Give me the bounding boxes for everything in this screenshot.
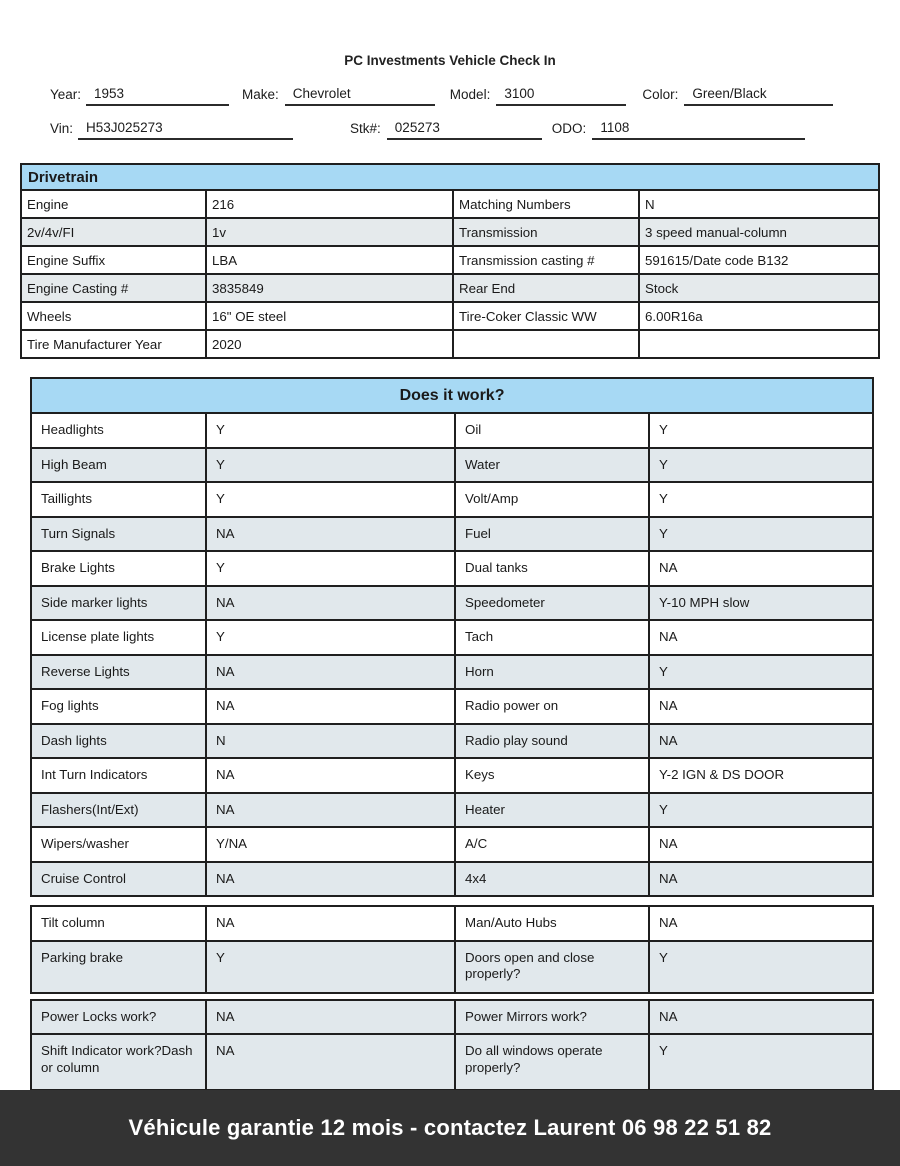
item-label-cell: Do all windows operate properly? [455,1034,649,1090]
item-value-cell: N [206,724,455,759]
odo-value: 1108 [592,120,805,140]
item-label-cell: Dash lights [31,724,206,759]
drivetrain-value-cell: 16" OE steel [206,302,453,330]
item-label-cell: A/C [455,827,649,862]
color-label: Color: [642,87,679,102]
table-row [31,551,873,586]
table-row [31,941,873,993]
item-label-cell: Wipers/washer [31,827,206,862]
table-row [31,448,873,483]
table-row [31,689,873,724]
item-label-cell: Reverse Lights [31,655,206,690]
item-value-cell: NA [206,689,455,724]
item-label-cell: Tach [455,620,649,655]
drivetrain-label-cell: Tire Manufacturer Year [21,330,206,358]
table-row [31,827,873,862]
year-label: Year: [50,87,82,102]
item-label-cell: Man/Auto Hubs [455,906,649,941]
table-row [31,413,873,448]
item-value-cell: NA [206,906,455,941]
item-label-cell: Radio power on [455,689,649,724]
item-label-cell: Oil [455,413,649,448]
field-year [50,86,229,106]
field-vin [50,120,293,140]
item-label-cell: License plate lights [31,620,206,655]
item-value-cell: NA [649,906,873,941]
table-row [21,274,879,302]
item-value-cell: NA [206,862,455,897]
item-label-cell: 4x4 [455,862,649,897]
item-label-cell: Doors open and close properly? [455,941,649,993]
drivetrain-table [20,163,880,359]
item-label-cell: Taillights [31,482,206,517]
header-fields-row-1 [50,86,853,106]
item-value-cell: NA [649,827,873,862]
item-label-cell: Volt/Amp [455,482,649,517]
drivetrain-label-cell: Transmission casting # [453,246,639,274]
item-label-cell: Int Turn Indicators [31,758,206,793]
item-label-cell: Radio play sound [455,724,649,759]
table-row [21,246,879,274]
item-label-cell: Power Locks work? [31,1000,206,1035]
does-it-work-section-title: Does it work? [31,378,873,413]
page-title: PC Investments Vehicle Check In [344,53,556,68]
vin-value: H53J025273 [78,120,293,140]
item-label-cell: Heater [455,793,649,828]
stk-value: 025273 [387,120,542,140]
table-row [31,724,873,759]
does-it-work-table-part-2 [30,905,874,994]
item-value-cell: NA [649,724,873,759]
item-label-cell: Horn [455,655,649,690]
item-value-cell: Y [649,413,873,448]
item-value-cell: Y/NA [206,827,455,862]
item-value-cell: Y [649,448,873,483]
table-row [31,620,873,655]
item-value-cell: NA [649,689,873,724]
table-row [21,330,879,358]
item-value-cell: NA [206,586,455,621]
does-it-work-table-part-1 [30,377,874,897]
table-row [31,1000,873,1035]
drivetrain-label-cell: Engine Suffix [21,246,206,274]
color-value: Green/Black [684,86,833,106]
table-row [31,793,873,828]
table-row [31,758,873,793]
field-make [242,86,435,106]
drivetrain-value-cell: 1v [206,218,453,246]
drivetrain-value-cell: 3 speed manual-column [639,218,879,246]
item-value-cell: Y [206,482,455,517]
drivetrain-value-cell: LBA [206,246,453,274]
table-row [21,190,879,218]
drivetrain-label-cell [453,330,639,358]
model-label: Model: [449,87,491,102]
item-value-cell: Y [206,551,455,586]
item-value-cell: Y-2 IGN & DS DOOR [649,758,873,793]
drivetrain-label-cell: Tire-Coker Classic WW [453,302,639,330]
drivetrain-value-cell: 591615/Date code B132 [639,246,879,274]
table-row [21,302,879,330]
item-value-cell: NA [649,620,873,655]
drivetrain-value-cell: 216 [206,190,453,218]
item-label-cell: Speedometer [455,586,649,621]
odo-label: ODO: [551,121,587,136]
item-value-cell: Y [649,793,873,828]
table-row [31,517,873,552]
drivetrain-value-cell: 3835849 [206,274,453,302]
drivetrain-header-row [21,164,879,190]
field-odo [552,120,806,140]
item-label-cell: Fog lights [31,689,206,724]
item-label-cell: Flashers(Int/Ext) [31,793,206,828]
item-value-cell: Y [649,1034,873,1090]
item-value-cell: Y [206,448,455,483]
table-row [31,586,873,621]
item-value-cell: Y [649,655,873,690]
drivetrain-label-cell: Wheels [21,302,206,330]
does-it-work-table-part-3 [30,999,874,1092]
vin-label: Vin: [50,121,74,136]
table-row [31,906,873,941]
drivetrain-label-cell: Matching Numbers [453,190,639,218]
item-label-cell: Dual tanks [455,551,649,586]
item-label-cell: High Beam [31,448,206,483]
make-value: Chevrolet [285,86,435,106]
item-label-cell: Side marker lights [31,586,206,621]
warranty-footer-banner [0,1090,900,1166]
table-row [31,1034,873,1090]
stk-label: Stk#: [350,121,381,136]
item-label-cell: Cruise Control [31,862,206,897]
item-label-cell: Parking brake [31,941,206,993]
drivetrain-value-cell: N [639,190,879,218]
item-label-cell: Tilt column [31,906,206,941]
drivetrain-label-cell: Engine Casting # [21,274,206,302]
field-stk [350,120,542,140]
drivetrain-value-cell: Stock [639,274,879,302]
item-value-cell: NA [649,1000,873,1035]
item-label-cell: Water [455,448,649,483]
field-model [450,86,627,106]
item-value-cell: Y-10 MPH slow [649,586,873,621]
make-label: Make: [242,87,279,102]
item-value-cell: NA [206,793,455,828]
item-value-cell: Y [206,413,455,448]
drivetrain-label-cell: Rear End [453,274,639,302]
table-row [31,482,873,517]
warranty-footer-text: Véhicule garantie 12 mois - contactez Laurent 06 98 22 51 82 [128,1115,772,1140]
drivetrain-value-cell: 6.00R16a [639,302,879,330]
does-it-work-header-row [31,378,873,413]
item-value-cell: NA [206,1034,455,1090]
item-label-cell: Turn Signals [31,517,206,552]
item-value-cell: Y [649,482,873,517]
item-value-cell: NA [206,517,455,552]
item-value-cell: Y [206,941,455,993]
item-value-cell: Y [649,517,873,552]
item-value-cell: Y [206,620,455,655]
drivetrain-label-cell: 2v/4v/FI [21,218,206,246]
item-label-cell: Headlights [31,413,206,448]
table-row [21,218,879,246]
header-fields-row-2 [50,120,853,140]
item-value-cell: Y [649,941,873,993]
year-value: 1953 [86,86,229,106]
item-label-cell: Power Mirrors work? [455,1000,649,1035]
item-value-cell: NA [649,862,873,897]
item-label-cell: Shift Indicator work?Dash or column [31,1034,206,1090]
item-value-cell: NA [206,758,455,793]
table-row [31,655,873,690]
item-value-cell: NA [649,551,873,586]
drivetrain-value-cell: 2020 [206,330,453,358]
drivetrain-label-cell: Engine [21,190,206,218]
model-value: 3100 [496,86,626,106]
drivetrain-section-title: Drivetrain [21,164,879,190]
item-label-cell: Brake Lights [31,551,206,586]
item-value-cell: NA [206,655,455,690]
item-label-cell: Keys [455,758,649,793]
table-row [31,862,873,897]
item-value-cell: NA [206,1000,455,1035]
drivetrain-value-cell [639,330,879,358]
item-label-cell: Fuel [455,517,649,552]
field-color [642,86,833,106]
drivetrain-label-cell: Transmission [453,218,639,246]
